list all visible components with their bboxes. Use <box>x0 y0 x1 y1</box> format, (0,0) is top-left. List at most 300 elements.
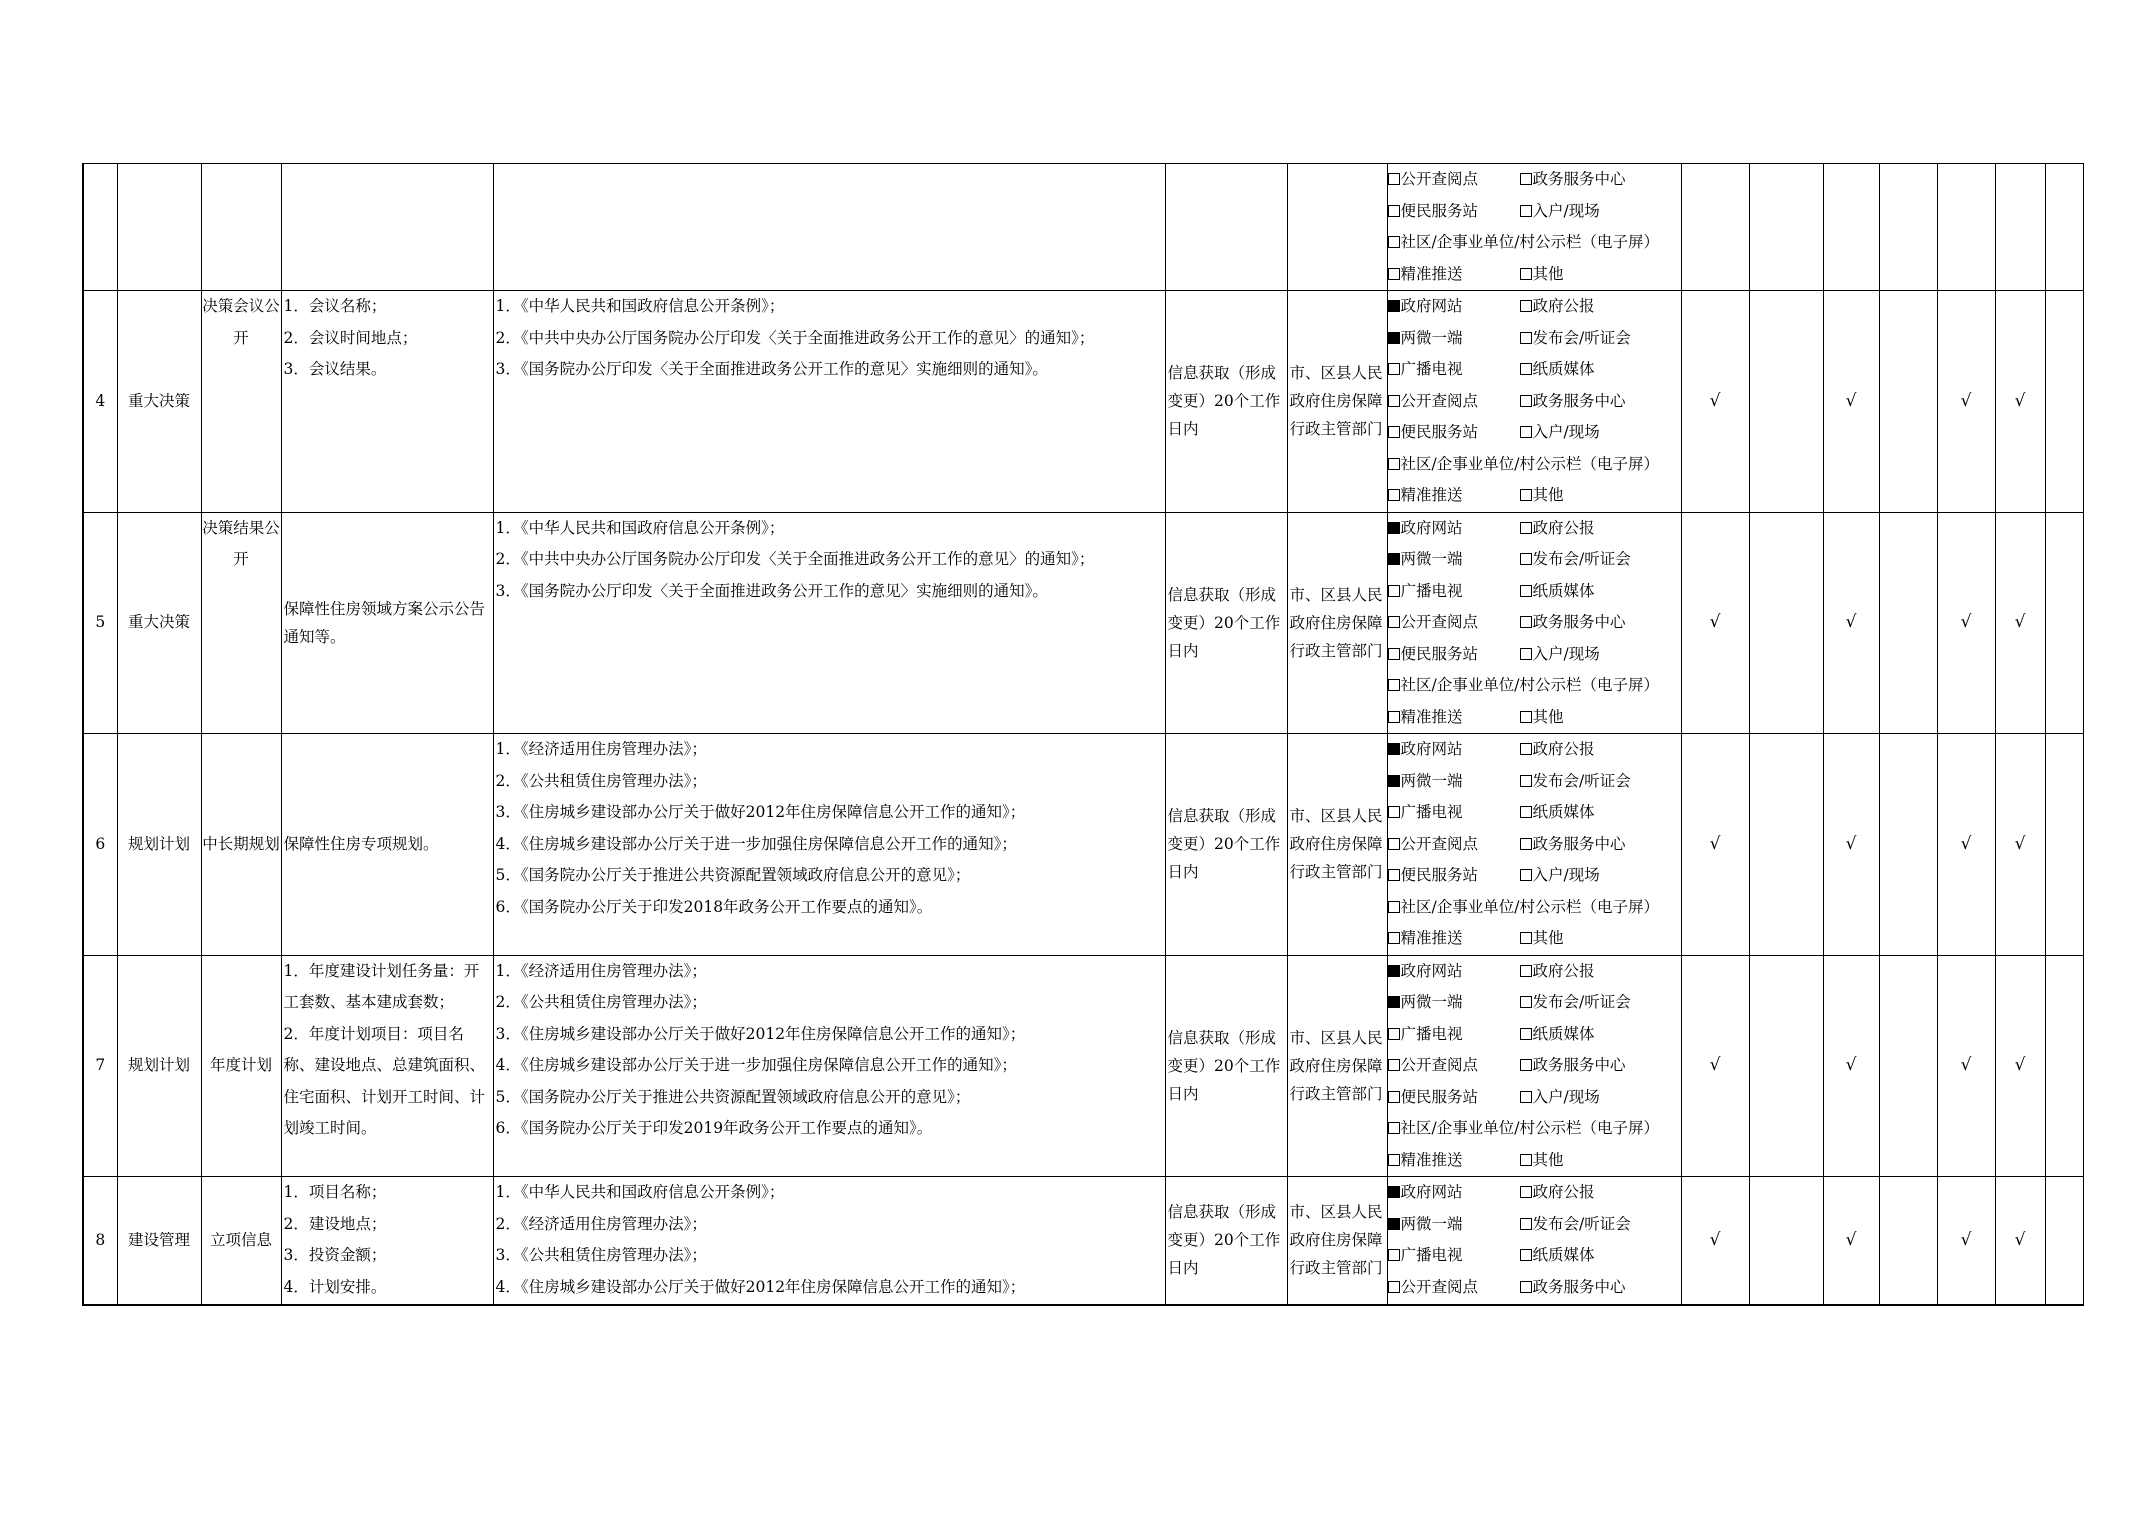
unchecked-box-icon <box>1388 1281 1400 1293</box>
unchecked-box-icon <box>1520 553 1532 565</box>
checked-box-icon <box>1388 522 1400 534</box>
mark-cell <box>2045 1177 2083 1305</box>
channel-option <box>1520 1209 1681 1241</box>
channel-option <box>1520 1082 1681 1114</box>
basis-item: 2．《公共租赁住房管理办法》； <box>495 771 707 790</box>
channel-label: 精准推送 <box>1400 486 1463 504</box>
disclosure-channels-cell <box>1387 512 1681 734</box>
channel-label: 政务服务中心 <box>1532 1056 1626 1074</box>
unchecked-box-icon <box>1388 711 1400 723</box>
content-list <box>282 291 493 386</box>
channel-label: 广播电视 <box>1400 803 1463 821</box>
unchecked-box-icon <box>1520 268 1532 280</box>
channel-option <box>1388 1019 1520 1051</box>
channels-grid <box>1388 734 1681 955</box>
channel-option <box>1520 956 1681 988</box>
content-item: 1．会议名称； <box>283 297 387 315</box>
mark-cell <box>1749 164 1823 291</box>
basis-list <box>494 956 1165 1145</box>
unchecked-box-icon <box>1520 775 1532 787</box>
category-cell <box>117 164 201 291</box>
channel-label: 两微一端 <box>1400 993 1463 1011</box>
disclosure-subject-cell <box>1287 955 1387 1177</box>
channel-option <box>1520 1145 1681 1177</box>
channel-option <box>1388 734 1520 766</box>
checked-box-icon <box>1388 775 1400 787</box>
row-number-cell: 6 <box>83 734 117 956</box>
mark-cell <box>1749 955 1823 1177</box>
channel-label: 政府网站 <box>1400 518 1463 537</box>
unchecked-box-icon <box>1520 1059 1532 1071</box>
unchecked-box-icon <box>1520 1028 1532 1040</box>
channel-label: 政府公报 <box>1532 961 1595 980</box>
unchecked-box-icon <box>1388 395 1400 407</box>
table-row <box>83 512 2083 734</box>
channel-label: 公开查阅点 <box>1400 1277 1479 1296</box>
channel-option <box>1388 639 1520 671</box>
basis-item: 6．《国务院办公厅关于印发2019年政务公开工作要点的通知》。 <box>495 1119 933 1137</box>
channel-label: 公开查阅点 <box>1400 170 1479 188</box>
mark-cell <box>1995 291 2045 513</box>
channel-option <box>1388 1272 1520 1304</box>
channel-label: 发布会/听证会 <box>1532 328 1631 347</box>
timing-text: 信息获取（形成变更）20个工作日内 <box>1167 1203 1281 1278</box>
basis-item: 2．《中共中央办公厅国务院办公厅印发〈关于全面推进政务公开工作的意见〉的通知》； <box>495 550 1095 568</box>
mark-cell <box>1879 955 1937 1177</box>
channel-label: 入户/现场 <box>1532 201 1600 220</box>
channel-label: 政府网站 <box>1400 740 1463 758</box>
table-row <box>83 164 2083 291</box>
checkmark: √ <box>1960 612 1972 632</box>
subcategory-cell: 中长期规划 <box>201 734 281 956</box>
timing-text: 信息获取（形成变更）20个工作日内 <box>1167 1028 1281 1103</box>
channel-label: 两微一端 <box>1400 1214 1463 1233</box>
channel-label: 发布会/听证会 <box>1532 993 1631 1011</box>
channel-label: 精准推送 <box>1400 707 1463 726</box>
category-cell: 重大决策 <box>117 512 201 734</box>
mark-cell <box>1823 512 1879 734</box>
subcategory-cell: 立项信息 <box>201 1177 281 1305</box>
row-number-cell: 5 <box>83 512 117 734</box>
channel-option <box>1388 956 1520 988</box>
timing-text: 信息获取（形成变更）20个工作日内 <box>1167 807 1281 882</box>
table-row <box>83 1177 2083 1305</box>
checked-box-icon <box>1388 300 1400 312</box>
channel-option <box>1520 734 1681 766</box>
unchecked-box-icon <box>1388 932 1400 944</box>
unchecked-box-icon <box>1388 173 1400 185</box>
channel-option <box>1388 196 1520 228</box>
basis-item: 3．《国务院办公厅印发〈关于全面推进政务公开工作的意见〉实施细则的通知》。 <box>495 360 1048 378</box>
subject-text: 市、区县人民政府住房保障行政主管部门 <box>1289 585 1383 660</box>
disclosure-content-cell <box>281 291 493 513</box>
unchecked-box-icon <box>1520 395 1532 407</box>
disclosure-content-cell <box>281 1177 493 1305</box>
unchecked-box-icon <box>1388 489 1400 501</box>
channel-label: 便民服务站 <box>1400 1087 1479 1106</box>
channel-label: 纸质媒体 <box>1532 360 1595 378</box>
disclosure-channels-cell <box>1387 291 1681 513</box>
channel-option <box>1520 1019 1681 1051</box>
checkmark: √ <box>1845 1229 1857 1250</box>
mark-cell <box>1937 291 1995 513</box>
disclosure-channels-cell <box>1387 1177 1681 1305</box>
content-item: 2．会议时间地点； <box>283 328 418 347</box>
channel-option <box>1388 1082 1520 1114</box>
mark-cell <box>1879 1177 1937 1305</box>
channel-option <box>1520 164 1681 196</box>
channel-label: 政务服务中心 <box>1532 391 1626 410</box>
channel-option <box>1388 449 1681 481</box>
channel-label: 政务服务中心 <box>1532 170 1626 188</box>
channel-option <box>1520 1240 1681 1272</box>
checkmark: √ <box>2014 1229 2026 1250</box>
basis-item: 4．《住房城乡建设部办公厅关于进一步加强住房保障信息公开工作的通知》； <box>495 834 1017 853</box>
unchecked-box-icon <box>1388 1059 1400 1071</box>
checked-box-icon <box>1388 965 1400 977</box>
mark-cell <box>1879 291 1937 513</box>
unchecked-box-icon <box>1388 648 1400 660</box>
unchecked-box-icon <box>1388 901 1400 913</box>
mark-cell <box>1681 955 1749 1177</box>
channel-option <box>1388 923 1520 955</box>
mark-cell <box>2045 291 2083 513</box>
unchecked-box-icon <box>1520 838 1532 850</box>
unchecked-box-icon <box>1388 268 1400 280</box>
channel-option <box>1388 386 1520 418</box>
checked-box-icon <box>1388 553 1400 565</box>
checkmark: √ <box>1960 1229 1972 1250</box>
unchecked-box-icon <box>1388 806 1400 818</box>
unchecked-box-icon <box>1520 489 1532 501</box>
channels-grid <box>1388 956 1681 1177</box>
basis-list <box>494 734 1165 923</box>
basis-item: 3．《国务院办公厅印发〈关于全面推进政务公开工作的意见〉实施细则的通知》。 <box>495 581 1048 600</box>
mark-cell <box>2045 734 2083 956</box>
channel-option <box>1388 987 1520 1019</box>
channel-label: 公开查阅点 <box>1400 834 1479 853</box>
channel-label: 其他 <box>1532 486 1564 504</box>
mark-cell <box>1823 291 1879 513</box>
channel-option <box>1520 829 1681 861</box>
channel-label: 政府公报 <box>1532 297 1595 315</box>
checkmark: √ <box>1845 612 1857 632</box>
table-body <box>83 164 2083 1305</box>
channel-option <box>1520 702 1681 734</box>
channel-option <box>1520 259 1681 291</box>
channels-grid <box>1388 164 1681 290</box>
unchecked-box-icon <box>1520 1186 1532 1198</box>
channel-option <box>1520 386 1681 418</box>
channel-label: 政府公报 <box>1532 518 1595 537</box>
mark-cell <box>1937 512 1995 734</box>
unchecked-box-icon <box>1520 965 1532 977</box>
channel-label: 纸质媒体 <box>1532 803 1595 821</box>
legal-basis-cell <box>493 291 1165 513</box>
channel-label: 两微一端 <box>1400 550 1463 568</box>
row-number-cell: 7 <box>83 955 117 1177</box>
disclosure-timing-cell <box>1165 955 1287 1177</box>
channel-option <box>1520 576 1681 608</box>
unchecked-box-icon <box>1388 1028 1400 1040</box>
channel-label: 入户/现场 <box>1532 423 1600 441</box>
channel-option <box>1520 797 1681 829</box>
content-item: 1．年度建设计划任务量：开工套数、基本建成套数； <box>283 961 480 1011</box>
checked-box-icon <box>1388 332 1400 344</box>
mark-cell <box>1995 734 2045 956</box>
channel-label: 精准推送 <box>1400 929 1463 947</box>
channel-label: 其他 <box>1532 929 1564 947</box>
disclosure-subject-cell <box>1287 164 1387 291</box>
subject-text: 市、区县人民政府住房保障行政主管部门 <box>1289 807 1383 882</box>
unchecked-box-icon <box>1520 996 1532 1008</box>
category-cell: 重大决策 <box>117 291 201 513</box>
channel-option <box>1388 1177 1520 1209</box>
basis-item: 3．《住房城乡建设部办公厅关于做好2012年住房保障信息公开工作的通知》； <box>495 803 1026 821</box>
mark-cell <box>2045 955 2083 1177</box>
channel-label: 两微一端 <box>1400 328 1463 347</box>
mark-cell <box>1823 955 1879 1177</box>
channel-option <box>1520 860 1681 892</box>
channel-option <box>1388 227 1681 259</box>
unchecked-box-icon <box>1520 1091 1532 1103</box>
channel-label: 入户/现场 <box>1532 1087 1600 1106</box>
unchecked-box-icon <box>1520 585 1532 597</box>
channel-option <box>1388 607 1520 639</box>
disclosure-channels-cell <box>1387 734 1681 956</box>
channel-option <box>1388 1050 1520 1082</box>
unchecked-box-icon <box>1520 711 1532 723</box>
unchecked-box-icon <box>1388 1249 1400 1261</box>
channel-option <box>1520 1177 1681 1209</box>
channel-label: 两微一端 <box>1400 771 1463 790</box>
channel-label: 政府网站 <box>1400 297 1463 315</box>
channel-option <box>1388 164 1520 196</box>
mark-cell <box>1823 164 1879 291</box>
legal-basis-cell <box>493 512 1165 734</box>
unchecked-box-icon <box>1520 806 1532 818</box>
channel-option <box>1388 1240 1520 1272</box>
channel-option <box>1388 860 1520 892</box>
unchecked-box-icon <box>1520 1218 1532 1230</box>
channel-label: 纸质媒体 <box>1532 1246 1595 1264</box>
unchecked-box-icon <box>1520 1154 1532 1166</box>
channel-option <box>1388 576 1520 608</box>
channel-option <box>1520 354 1681 386</box>
disclosure-channels-cell <box>1387 164 1681 291</box>
channel-option <box>1388 1113 1681 1145</box>
row-number-cell <box>83 164 117 291</box>
checked-box-icon <box>1388 1218 1400 1230</box>
channel-label: 社区/企事业单位/村公示栏（电子屏） <box>1400 233 1659 251</box>
channel-option <box>1520 766 1681 798</box>
legal-basis-cell <box>493 1177 1165 1305</box>
disclosure-channels-cell <box>1387 955 1681 1177</box>
mark-cell <box>1681 734 1749 956</box>
basis-list <box>494 513 1165 608</box>
channel-option <box>1520 607 1681 639</box>
disclosure-timing-cell <box>1165 734 1287 956</box>
unchecked-box-icon <box>1388 679 1400 691</box>
basis-item: 1．《中华人民共和国政府信息公开条例》； <box>495 297 785 315</box>
checkmark: √ <box>1709 1055 1721 1075</box>
channel-label: 广播电视 <box>1400 360 1463 378</box>
checked-box-icon <box>1388 1186 1400 1198</box>
disclosure-timing-cell <box>1165 512 1287 734</box>
basis-item: 1．《经济适用住房管理办法》； <box>495 961 707 980</box>
channel-option <box>1520 987 1681 1019</box>
unchecked-box-icon <box>1388 585 1400 597</box>
unchecked-box-icon <box>1388 458 1400 470</box>
unchecked-box-icon <box>1388 616 1400 628</box>
checkmark: √ <box>1845 1055 1857 1075</box>
checkmark: √ <box>1960 390 1972 411</box>
channel-label: 便民服务站 <box>1400 866 1479 884</box>
unchecked-box-icon <box>1520 300 1532 312</box>
channel-label: 精准推送 <box>1400 1150 1463 1169</box>
content-item: 3．投资金额； <box>283 1246 387 1264</box>
mark-cell <box>1937 734 1995 956</box>
legal-basis-cell <box>493 164 1165 291</box>
channel-label: 社区/企事业单位/村公示栏（电子屏） <box>1400 676 1659 694</box>
basis-item: 1．《经济适用住房管理办法》； <box>495 740 707 758</box>
content-item: 3．会议结果。 <box>283 360 387 378</box>
mark-cell <box>1879 512 1937 734</box>
channel-option <box>1388 480 1520 512</box>
channel-option <box>1520 639 1681 671</box>
channel-option <box>1520 417 1681 449</box>
disclosure-standard-table <box>82 163 2084 1306</box>
unchecked-box-icon <box>1520 1281 1532 1293</box>
unchecked-box-icon <box>1520 869 1532 881</box>
channel-label: 发布会/听证会 <box>1532 550 1631 568</box>
content-item: 1．项目名称； <box>283 1183 387 1201</box>
channel-option <box>1388 417 1520 449</box>
channel-option <box>1388 797 1520 829</box>
table-row <box>83 734 2083 956</box>
channel-label: 政务服务中心 <box>1532 834 1626 853</box>
channel-label: 纸质媒体 <box>1532 1024 1595 1043</box>
subcategory-cell: 决策会议公开 <box>201 291 281 513</box>
channel-label: 发布会/听证会 <box>1532 771 1631 790</box>
checkmark: √ <box>1960 1055 1972 1075</box>
mark-cell <box>1995 164 2045 291</box>
channel-option <box>1520 323 1681 355</box>
mark-cell <box>1823 1177 1879 1305</box>
mark-cell <box>1937 1177 1995 1305</box>
basis-item: 4．《住房城乡建设部办公厅关于进一步加强住房保障信息公开工作的通知》； <box>495 1056 1017 1074</box>
mark-cell <box>1879 734 1937 956</box>
channel-label: 广播电视 <box>1400 1246 1463 1264</box>
channel-label: 社区/企事业单位/村公示栏（电子屏） <box>1400 1119 1659 1137</box>
checkmark: √ <box>1709 612 1721 632</box>
mark-cell <box>1681 164 1749 291</box>
checkmark: √ <box>1709 833 1721 854</box>
checked-box-icon <box>1388 743 1400 755</box>
checkmark: √ <box>1709 390 1721 411</box>
basis-item: 5．《国务院办公厅关于推进公共资源配置领域政府信息公开的意见》； <box>495 1087 971 1106</box>
disclosure-content-cell <box>281 164 493 291</box>
mark-cell <box>1749 291 1823 513</box>
unchecked-box-icon <box>1388 1154 1400 1166</box>
channel-option <box>1520 513 1681 545</box>
mark-cell <box>1995 955 2045 1177</box>
channel-label: 政务服务中心 <box>1532 613 1626 631</box>
disclosure-subject-cell <box>1287 1177 1387 1305</box>
channels-grid <box>1388 291 1681 512</box>
mark-cell <box>1937 164 1995 291</box>
unchecked-box-icon <box>1388 363 1400 375</box>
unchecked-box-icon <box>1520 743 1532 755</box>
timing-text: 信息获取（形成变更）20个工作日内 <box>1167 585 1281 660</box>
unchecked-box-icon <box>1520 426 1532 438</box>
subcategory-cell <box>201 164 281 291</box>
row-number-cell: 4 <box>83 291 117 513</box>
channel-option <box>1388 702 1520 734</box>
channel-option <box>1388 544 1520 576</box>
channel-label: 社区/企事业单位/村公示栏（电子屏） <box>1400 897 1659 916</box>
channel-label: 纸质媒体 <box>1532 581 1595 600</box>
content-item: 2．年度计划项目：项目名称、建设地点、总建筑面积、住宅面积、计划开工时间、计划竣工时间。 <box>283 1024 486 1137</box>
checkmark: √ <box>1845 390 1857 411</box>
basis-item: 3．《公共租赁住房管理办法》； <box>495 1246 707 1264</box>
channel-option <box>1388 1145 1520 1177</box>
channel-label: 政府公报 <box>1532 1183 1595 1201</box>
content-item: 4．计划安排。 <box>283 1277 387 1296</box>
channel-option <box>1388 892 1681 924</box>
mark-cell <box>1681 291 1749 513</box>
checkmark: √ <box>2014 612 2026 632</box>
basis-list <box>494 291 1165 386</box>
unchecked-box-icon <box>1520 332 1532 344</box>
channel-label: 公开查阅点 <box>1400 1056 1479 1074</box>
mark-cell <box>1749 1177 1823 1305</box>
legal-basis-cell <box>493 734 1165 956</box>
channel-label: 入户/现场 <box>1532 866 1600 884</box>
channel-option <box>1520 923 1681 955</box>
mark-cell <box>1681 512 1749 734</box>
channel-option <box>1388 354 1520 386</box>
channel-option <box>1520 1272 1681 1304</box>
subcategory-cell: 年度计划 <box>201 955 281 1177</box>
channel-label: 政府网站 <box>1400 1183 1463 1201</box>
unchecked-box-icon <box>1388 205 1400 217</box>
disclosure-timing-cell <box>1165 1177 1287 1305</box>
disclosure-timing-cell <box>1165 291 1287 513</box>
channel-label: 便民服务站 <box>1400 423 1479 441</box>
content-item: 2．建设地点； <box>283 1214 387 1233</box>
timing-text: 信息获取（形成变更）20个工作日内 <box>1167 364 1281 439</box>
content-list <box>282 956 493 1145</box>
basis-item: 3．《住房城乡建设部办公厅关于做好2012年住房保障信息公开工作的通知》； <box>495 1024 1026 1043</box>
mark-cell <box>1995 512 2045 734</box>
basis-item: 2．《经济适用住房管理办法》； <box>495 1214 707 1233</box>
basis-item: 2．《中共中央办公厅国务院办公厅印发〈关于全面推进政务公开工作的意见〉的通知》； <box>495 328 1095 347</box>
channel-option <box>1388 291 1520 323</box>
mark-cell <box>2045 164 2083 291</box>
content-text: 保障性住房领域方案公示公告通知等。 <box>283 599 486 646</box>
channel-label: 其他 <box>1532 707 1564 726</box>
channel-label: 政务服务中心 <box>1532 1277 1626 1296</box>
unchecked-box-icon <box>1520 173 1532 185</box>
channel-option <box>1388 1209 1520 1241</box>
channel-label: 精准推送 <box>1400 264 1463 283</box>
unchecked-box-icon <box>1388 1122 1400 1134</box>
subject-text: 市、区县人民政府住房保障行政主管部门 <box>1289 1028 1383 1103</box>
subject-text: 市、区县人民政府住房保障行政主管部门 <box>1289 364 1383 439</box>
checkmark: √ <box>2014 833 2026 854</box>
checkmark: √ <box>1709 1229 1721 1250</box>
